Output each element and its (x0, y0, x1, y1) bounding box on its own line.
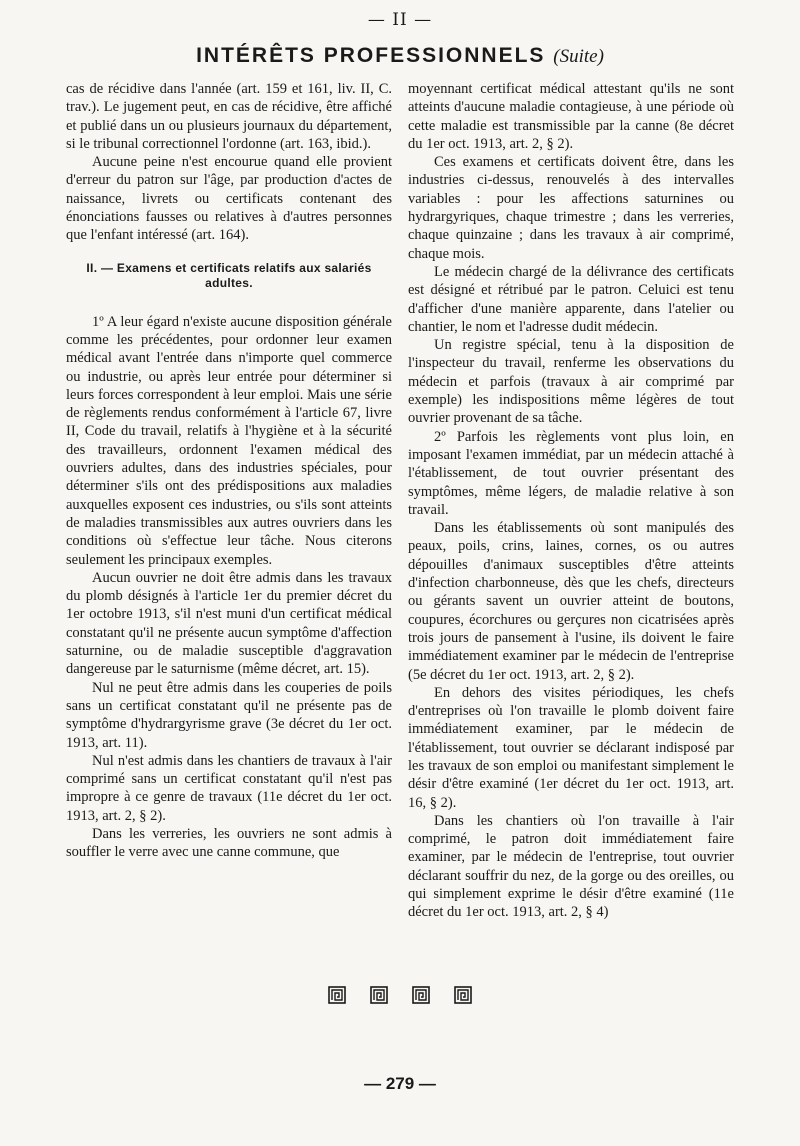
paragraph: 1º A leur égard n'existe aucune disposition générale comme les précédentes, pour ordonner leur examen médical avant l'entrée dans n'importe quel commerce ou industrie, ou après leur entrée pour déterminer si leurs forces correspondent à leur emploi. Mais une série de règlements rendus conformément à l'article 67, livre II, Code du travail, relatifs à l'hygiène et à la sécurité des travailleurs, ordonnent l'examen médical des ouvriers adultes, dans des industries spéciales, pour déterminer s'ils ont des prédispositions aux maladies auxquelles exposent ces industries, ou s'ils sont atteints de maladies transmissibles aux autres ouvriers dans les conditions où s'effectue leur tâche. Nous citerons seulement les principaux exemples. (66, 313, 392, 568)
paragraph: Un registre spécial, tenu à la disposition de l'inspecteur du travail, renferme les observations du médecin et parfois (travaux à air comprimé par exemple) les indispositions même légères de tout ouvrier provenant de sa tâche. (408, 337, 734, 427)
left-column (66, 80, 392, 862)
paragraph: Aucune peine n'est encourue quand elle provient d'erreur du patron sur l'âge, par production d'actes de naissance, livrets ou certificats contenant des énonciations fausses ou relatives à d'autres personnes que l'enfant intéressé (art. 164). (66, 154, 392, 244)
paragraph: Le médecin chargé de la délivrance des certificats est désigné et rétribué par le patron. Celuici est tenu d'afficher d'une manière apparente, dans l'atelier ou chantier, le nom et l'adresse dudit médecin. (408, 263, 734, 335)
ornament-row (0, 986, 800, 1004)
paragraph: cas de récidive dans l'année (art. 159 et 161, liv. II, C. trav.). Le jugement peut, en cas de récidive, être affiché et publié dans un ou plusieurs journaux du département, si le tribunal correctionnel l'ordonne (art. 163, ibid.). (66, 81, 392, 152)
greek-key-square-icon (454, 986, 472, 1004)
paragraph: 2º Parfois les règlements vont plus loin, en imposant l'examen immédiat, par un médecin attaché à l'établissement, de tout ouvrier présentant des symptômes, même légers, de maladie relative à son travail. (408, 428, 734, 518)
paragraph: Dans les chantiers où l'on travaille à l'air comprimé, le patron doit immédiatement faire examiner, par le médecin de l'entreprise, tout ouvrier déclarant souffrir du nez, de la gorge ou des oreilles, ou qui simplement exprime le désir d'être examiné (11e décret du 1er oct. 1913, art. 2, § 4) (408, 812, 734, 921)
paragraph: En dehors des visites périodiques, les chefs d'entreprises où l'on travaille le plomb doivent faire immédiatement examiner, par le médecin de l'établissement, tout ouvrier se déclarant indisposé par les travaux de son emploi ou manifestant simplement le désir d'être examiné (1er décret du 1er oct. 1913, art. 16, § 2). (408, 684, 734, 811)
right-column (408, 80, 734, 922)
section-heading: II. — Examens et certificats relatifs aux salariés adultes. (86, 260, 372, 290)
page-title (0, 44, 800, 68)
paragraph: moyennant certificat médical attestant qu'ils ne sont atteints d'aucune maladie contagieuse, à une période où cette maladie est transmissible par la canne (8e décret du 1er oct. 1913, art. 2, § 2). (408, 81, 734, 152)
paragraph: Dans les établissements où sont manipulés des peaux, poils, crins, laines, cornes, os ou autres dépouilles d'animaux susceptibles d'être atteints d'infection charbonneuse, dès que les chefs, directeurs ou gérants savent un ouvrier atteint de boutons, coupures, écorchures ou gerçures non cicatrisées après trois jours de pansement à l'usine, ils doivent le faire immédiatement examiner par le médecin de l'entreprise (5e décret du 1er oct. 1913, art. 2, § 2). (408, 520, 734, 683)
title-suite: (Suite) (553, 46, 604, 67)
running-page-marker: — II — (367, 10, 433, 30)
greek-key-square-icon (370, 986, 388, 1004)
paragraph: Nul n'est admis dans les chantiers de travaux à l'air comprimé sans un certificat constatant qu'il n'est pas impropre à ce genre de travaux (11e décret du 1er oct. 1913, art. 2, § 2). (66, 752, 392, 824)
paragraph: Nul ne peut être admis dans les couperies de poils sans un certificat constatant qu'il ne présente pas de symptôme d'hydrargyrisme grave (3e décret du 1er oct. 1913, art. 11). (66, 679, 392, 751)
paragraph: Dans les verreries, les ouvriers ne sont admis à souffler le verre avec une canne commune, que (66, 825, 392, 861)
title-text: INTÉRÊTS PROFESSIONNELS (196, 44, 546, 67)
paragraph: Ces examens et certificats doivent être, dans les industries ci-dessus, renouvelés à des intervalles variables : pour les affections saturnines ou hydrargyriques, chaque trimestre ; dans les verreries, chaque quinzaine ; dans les travaux à air comprimé, chaque mois. (408, 154, 734, 262)
paragraph: Aucun ouvrier ne doit être admis dans les travaux du plomb désignés à l'article 1er du premier décret du 1er octobre 1913, s'il n'est muni d'un certificat médical constatant qu'il ne présente aucun symptôme d'affection saturnine, ou de maladie susceptible d'aggravation dangereuse par le saturnisme (même décret, art. 15). (66, 569, 392, 678)
greek-key-square-icon (328, 986, 346, 1004)
page-number: — 279 — (364, 1074, 436, 1093)
greek-key-square-icon (412, 986, 430, 1004)
